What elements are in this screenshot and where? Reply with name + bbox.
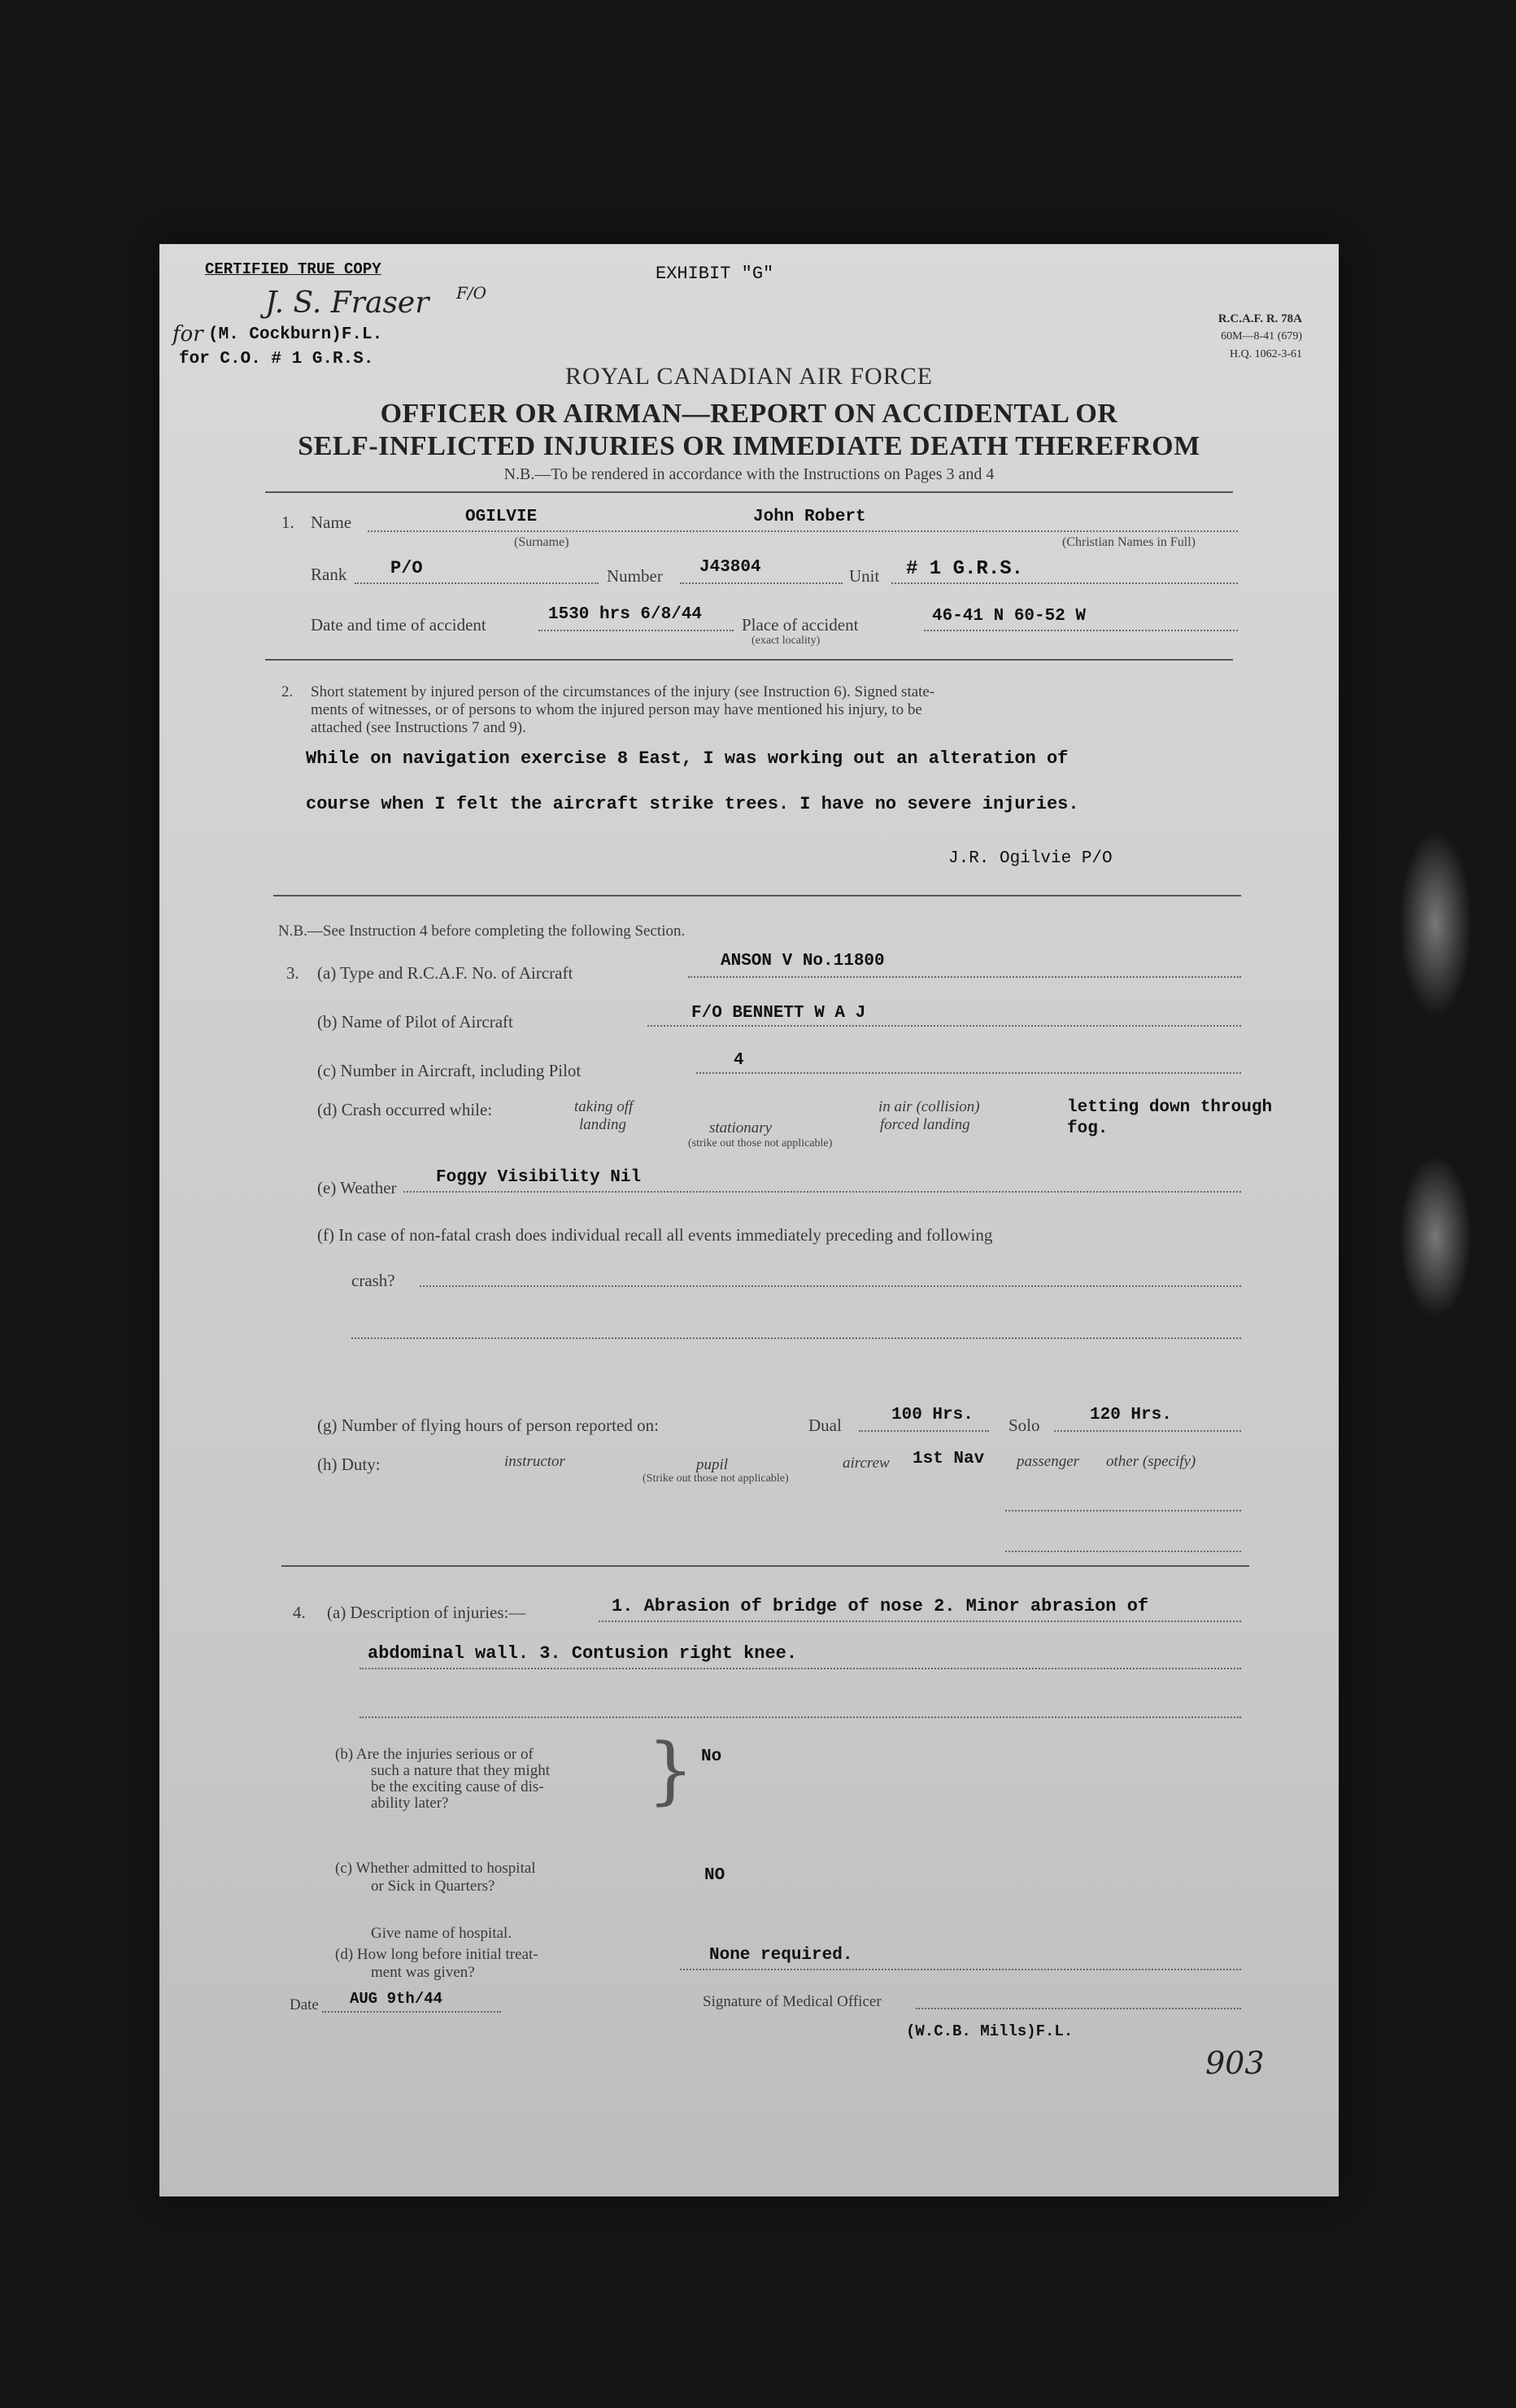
serious-question-line-3: be the exciting cause of dis- bbox=[371, 1778, 544, 1795]
date-signature-line bbox=[322, 2011, 501, 2013]
place-value: 46-41 N 60-52 W bbox=[932, 607, 1087, 626]
unit-line bbox=[891, 582, 1238, 584]
pilot-name-label: (b) Name of Pilot of Aircraft bbox=[317, 1012, 513, 1032]
injuries-rule-3 bbox=[359, 1717, 1241, 1718]
treatment-question-line-2: ment was given? bbox=[371, 1964, 475, 1981]
dual-line bbox=[859, 1430, 989, 1432]
for-prefix: for bbox=[172, 322, 203, 347]
recall-question-label: (f) In case of non-fatal crash does individual recall all events immediately preceding and following bbox=[317, 1225, 993, 1245]
christian-names-caption: (Christian Names in Full) bbox=[1062, 535, 1196, 549]
injuries-label: (a) Description of injuries:— bbox=[327, 1603, 526, 1622]
serious-question-line-2: such a nature that they might bbox=[371, 1762, 551, 1779]
form-number: R.C.A.F. R. 78A bbox=[1218, 312, 1302, 325]
duty-other: other (specify) bbox=[1106, 1453, 1196, 1470]
hospital-name-label: Give name of hospital. bbox=[371, 1925, 512, 1942]
unit-value: # 1 G.R.S. bbox=[906, 558, 1024, 580]
date-time-value: 1530 hrs 6/8/44 bbox=[548, 605, 703, 624]
statement-instruction-3: attached (see Instructions 7 and 9). bbox=[311, 719, 526, 736]
medical-officer-signature-label: Signature of Medical Officer bbox=[703, 1993, 882, 2010]
place-label: Place of accident bbox=[742, 615, 859, 635]
form-hq-code: H.Q. 1062-3-61 bbox=[1229, 348, 1302, 360]
dual-hours-value: 100 Hrs. bbox=[891, 1406, 974, 1424]
aircraft-type-value: ANSON V No.11800 bbox=[721, 952, 885, 971]
duty-passenger: passenger bbox=[1017, 1453, 1080, 1470]
organization-title: ROYAL CANADIAN AIR FORCE bbox=[564, 363, 934, 390]
duty-line-1 bbox=[1005, 1510, 1241, 1512]
serious-question-line-1: (b) Are the injuries serious or of bbox=[335, 1746, 534, 1763]
solo-hours-value: 120 Hrs. bbox=[1090, 1406, 1172, 1424]
date-line bbox=[538, 630, 734, 631]
for-line-1: (M. Cockburn)F.L. bbox=[208, 325, 383, 344]
strike-out-note: (strike out those not applicable) bbox=[688, 1137, 833, 1149]
rank-label: Rank bbox=[311, 565, 347, 584]
place-line bbox=[924, 630, 1238, 631]
section-3-number: 3. bbox=[286, 963, 299, 983]
option-taking-off: taking off bbox=[574, 1098, 634, 1115]
number-in-aircraft-line bbox=[696, 1072, 1241, 1074]
rank-value: P/O bbox=[390, 558, 423, 578]
instructions-note: N.B.—To be rendered in accordance with the Instructions on Pages 3 and 4 bbox=[503, 465, 995, 483]
duty-aircrew: aircrew bbox=[843, 1455, 890, 1472]
crash-occurred-label: (d) Crash occurred while: bbox=[317, 1100, 493, 1119]
option-landing: landing bbox=[579, 1116, 627, 1133]
page-annotation: 903 bbox=[1205, 2045, 1265, 2081]
serious-question-line-4: ability later? bbox=[371, 1795, 449, 1812]
treatment-line bbox=[680, 1969, 1241, 1970]
number-label: Number bbox=[607, 566, 663, 586]
injuries-rule-1 bbox=[599, 1621, 1241, 1622]
weather-label: (e) Weather bbox=[317, 1178, 397, 1197]
place-caption: (exact locality) bbox=[751, 635, 821, 647]
name-line bbox=[368, 530, 1238, 532]
form-print-code: 60M—8-41 (679) bbox=[1221, 330, 1302, 342]
certifier-signature: J. S. Fraser bbox=[265, 286, 429, 320]
number-in-aircraft-label: (c) Number in Aircraft, including Pilot bbox=[317, 1061, 582, 1080]
name-label: Name bbox=[311, 513, 352, 532]
duty-line-2 bbox=[1005, 1551, 1241, 1552]
background-glare bbox=[1399, 830, 1472, 1017]
weather-line bbox=[403, 1191, 1241, 1193]
pilot-line bbox=[647, 1025, 1241, 1027]
service-number-value: J43804 bbox=[699, 558, 761, 577]
surname-caption: (Surname) bbox=[514, 535, 569, 549]
statement-line-2: course when I felt the aircraft strike trees. I have no severe injuries. bbox=[306, 794, 1079, 814]
statement-line-1: While on navigation exercise 8 East, I was working out an alteration of bbox=[306, 748, 1069, 769]
dual-label: Dual bbox=[808, 1416, 842, 1435]
weather-value: Foggy Visibility Nil bbox=[436, 1168, 642, 1187]
crash-occurred-value-2: fog. bbox=[1067, 1119, 1109, 1138]
hospital-question-line-1: (c) Whether admitted to hospital bbox=[335, 1860, 536, 1877]
solo-label: Solo bbox=[1008, 1416, 1040, 1435]
treatment-value: None required. bbox=[709, 1946, 853, 1965]
statement-signature: J.R. Ogilvie P/O bbox=[948, 849, 1113, 868]
section-4-number: 4. bbox=[293, 1603, 306, 1622]
number-in-aircraft-value: 4 bbox=[734, 1051, 744, 1070]
treatment-question-line-1: (d) How long before initial treat- bbox=[335, 1946, 538, 1963]
report-form bbox=[159, 244, 1339, 2196]
recall-question-label-2: crash? bbox=[351, 1271, 395, 1290]
report-title-line-2: SELF-INFLICTED INJURIES OR IMMEDIATE DEATH THEREFROM bbox=[298, 431, 1200, 461]
divider bbox=[265, 659, 1233, 661]
number-line bbox=[680, 582, 843, 584]
statement-instruction-2: ments of witnesses, or of persons to whom the injured person may have mentioned his injury, to be bbox=[311, 701, 922, 718]
report-date-value: AUG 9th/44 bbox=[350, 1990, 443, 2008]
exhibit-label: EXHIBIT "G" bbox=[656, 264, 774, 284]
serious-value: No bbox=[701, 1747, 722, 1766]
report-title-line-1: OFFICER OR AIRMAN—REPORT ON ACCIDENTAL OR bbox=[380, 399, 1118, 429]
divider bbox=[273, 895, 1241, 896]
duty-strike-note: (Strike out those not applicable) bbox=[643, 1472, 789, 1485]
divider bbox=[281, 1565, 1249, 1567]
duty-value: 1st Nav bbox=[913, 1450, 985, 1468]
option-forced-landing: forced landing bbox=[880, 1116, 970, 1133]
injuries-line-1: 1. Abrasion of bridge of nose 2. Minor abrasion of bbox=[612, 1596, 1149, 1616]
duty-pupil: pupil bbox=[696, 1456, 729, 1473]
medical-officer-name: (W.C.B. Mills)F.L. bbox=[906, 2022, 1074, 2040]
pilot-name-value: F/O BENNETT W A J bbox=[691, 1004, 866, 1023]
unit-label: Unit bbox=[849, 566, 880, 586]
background-glare bbox=[1399, 1155, 1472, 1318]
section-2-number: 2. bbox=[281, 683, 294, 700]
option-stationary: stationary bbox=[709, 1119, 773, 1136]
injuries-line-2: abdominal wall. 3. Contusion right knee. bbox=[368, 1643, 798, 1664]
section-3-note: N.B.—See Instruction 4 before completing the following Section. bbox=[278, 923, 686, 940]
certifier-signature-rank: F/O bbox=[456, 283, 487, 303]
duty-label: (h) Duty: bbox=[317, 1455, 381, 1474]
date-time-label: Date and time of accident bbox=[311, 615, 486, 635]
solo-line bbox=[1054, 1430, 1241, 1432]
surname-value: OGILVIE bbox=[465, 508, 538, 526]
christian-names-value: John Robert bbox=[753, 508, 866, 526]
injuries-rule-2 bbox=[359, 1668, 1241, 1669]
report-date-label: Date bbox=[290, 1996, 319, 2013]
hospital-value: NO bbox=[704, 1866, 725, 1885]
flying-hours-label: (g) Number of flying hours of person reported on: bbox=[317, 1416, 659, 1435]
statement-instruction-1: Short statement by injured person of the circumstances of the injury (see Instruction 6). Signed state- bbox=[311, 683, 935, 700]
rank-line bbox=[355, 582, 599, 584]
option-in-air-collision: in air (collision) bbox=[878, 1098, 980, 1115]
section-1-number: 1. bbox=[281, 513, 294, 532]
duty-instructor: instructor bbox=[504, 1453, 565, 1470]
recall-line-1 bbox=[420, 1285, 1241, 1287]
aircraft-line bbox=[688, 976, 1241, 978]
crash-occurred-value-1: letting down through bbox=[1067, 1098, 1273, 1117]
divider bbox=[265, 491, 1233, 493]
hospital-question-line-2: or Sick in Quarters? bbox=[371, 1878, 495, 1895]
medical-officer-signature-line bbox=[916, 2008, 1241, 2009]
for-line-2: for C.O. # 1 G.R.S. bbox=[179, 350, 374, 369]
recall-line-2 bbox=[351, 1337, 1241, 1339]
aircraft-type-label: (a) Type and R.C.A.F. No. of Aircraft bbox=[317, 963, 573, 983]
brace: } bbox=[647, 1728, 695, 1813]
certified-stamp: CERTIFIED TRUE COPY bbox=[205, 260, 381, 278]
